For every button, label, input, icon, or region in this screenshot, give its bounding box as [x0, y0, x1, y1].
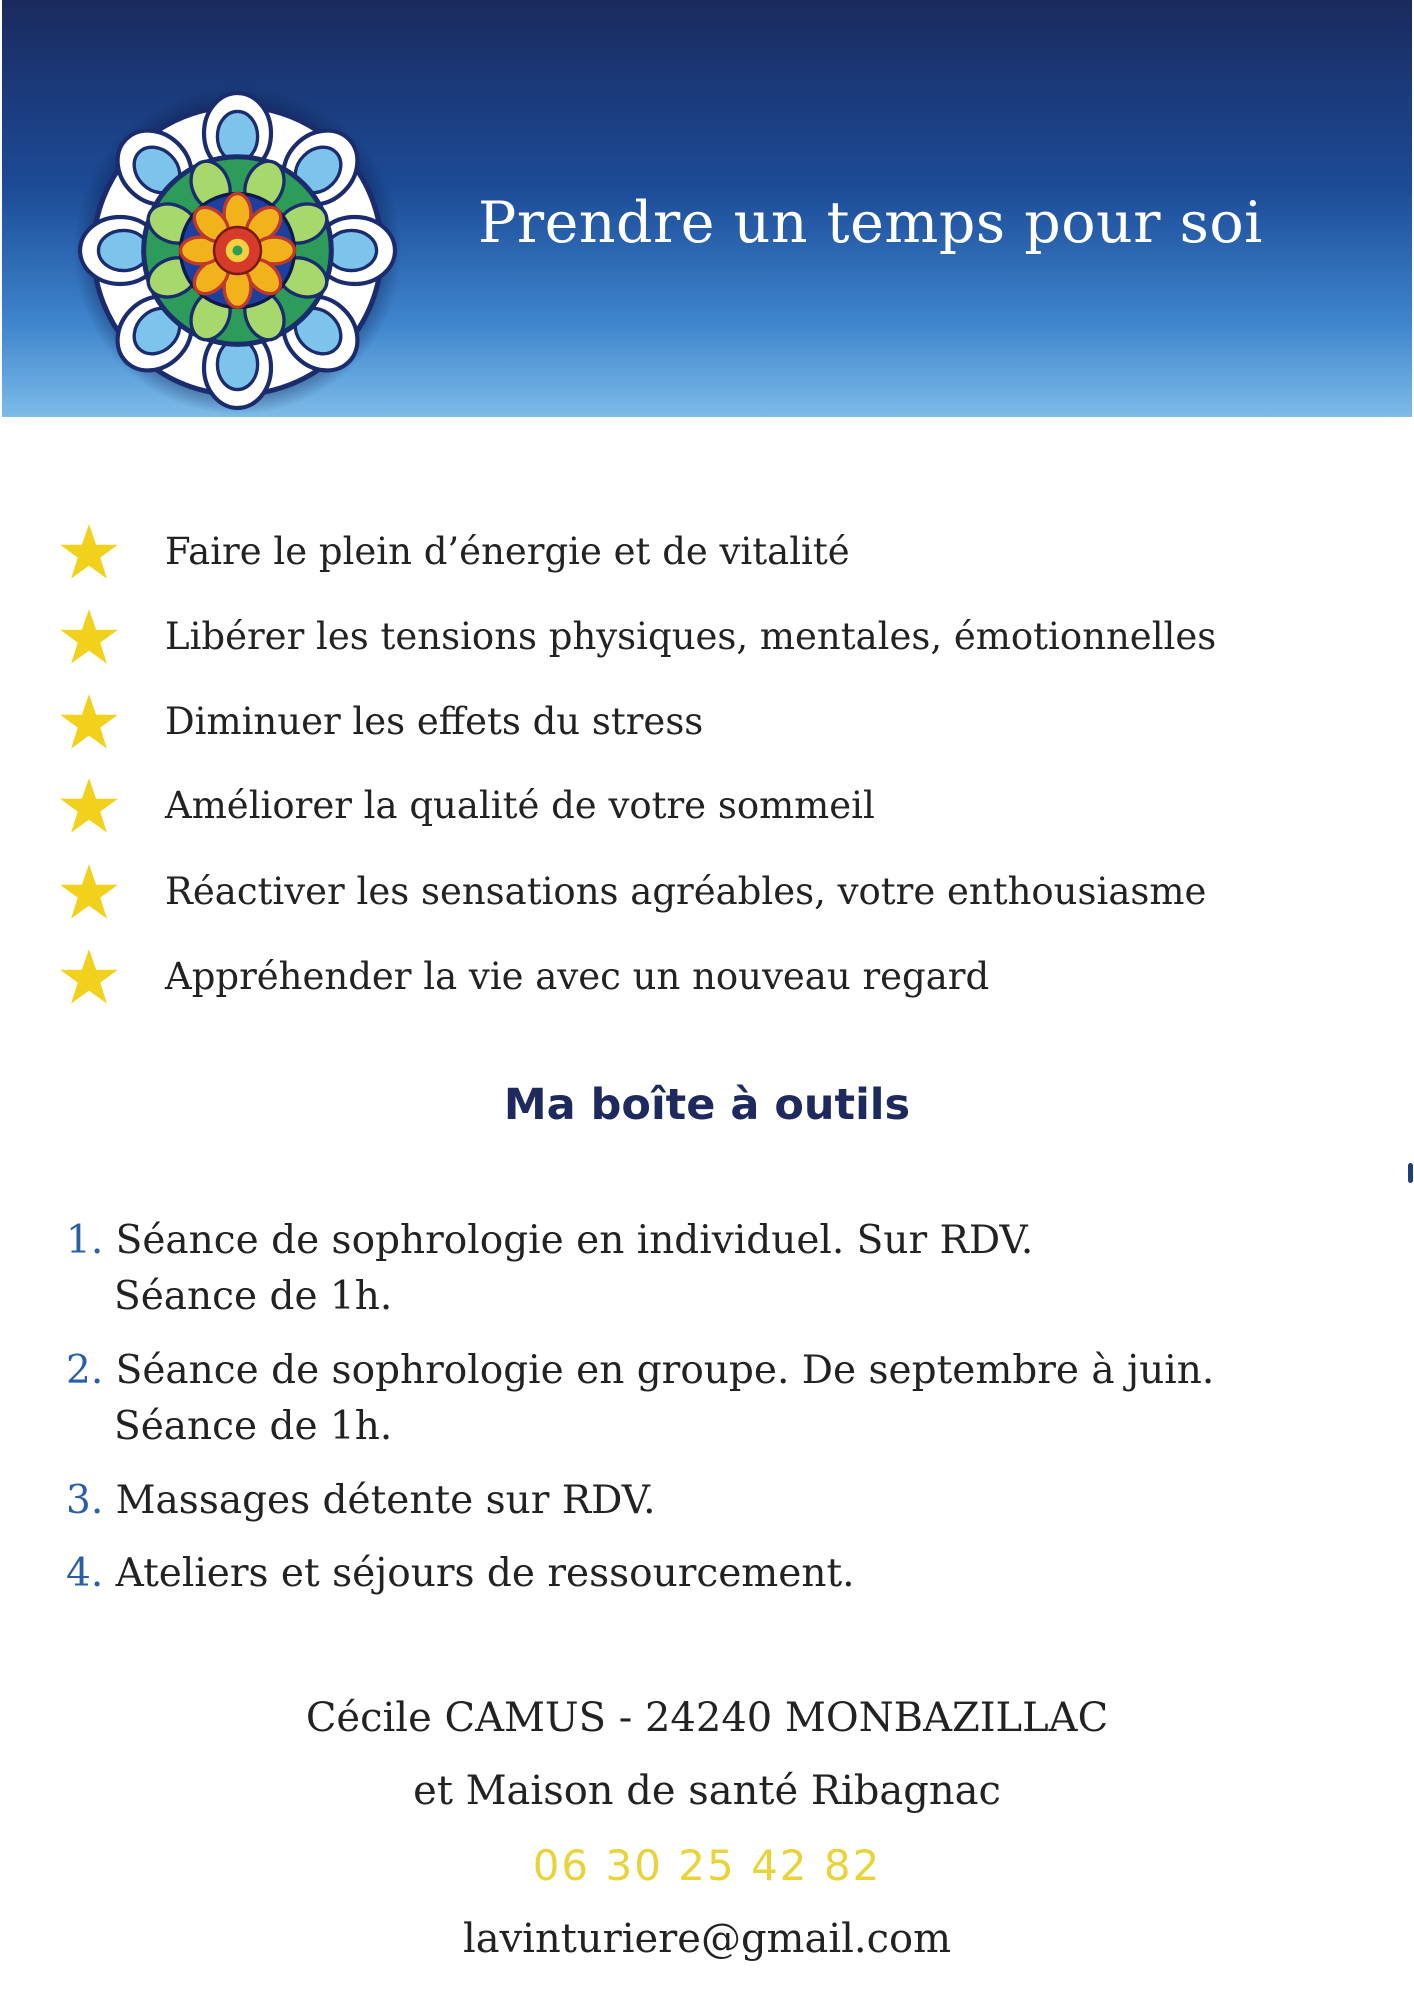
star-icon: [56, 605, 122, 671]
list-item: [66, 1551, 855, 1596]
list-item-number: 4.: [66, 1551, 104, 1596]
list-item-text: Appréhender la vie avec un nouveau regard: [165, 955, 990, 998]
star-icon: [56, 860, 122, 926]
list-item-text: Massages détente sur RDV.: [115, 1478, 656, 1523]
list-item-text: Libérer les tensions physiques, mentales, émotionnelles: [165, 615, 1217, 658]
list-item: [66, 1218, 1033, 1263]
list-item-continuation: Séance de 1h.: [114, 1274, 393, 1319]
list-item: [56, 690, 1356, 760]
list-item-number: 3.: [66, 1478, 104, 1523]
list-item-text: Séance de sophrologie en groupe. De septembre à juin.: [115, 1348, 1215, 1393]
decorative-mark: [1408, 1163, 1413, 1183]
list-item-text: Réactiver les sensations agréables, votre enthousiasme: [165, 870, 1207, 913]
page-title: Prendre un temps pour soi: [478, 190, 1263, 256]
contact-phone[interactable]: 06 30 25 42 82: [532, 1841, 882, 1890]
list-item: [56, 520, 1356, 590]
list-item-text: Diminuer les effets du stress: [165, 700, 704, 743]
star-icon: [56, 520, 122, 586]
star-icon: [56, 945, 122, 1011]
star-icon: [56, 774, 122, 840]
list-item: [56, 605, 1356, 675]
list-item: [66, 1478, 655, 1523]
contact-email[interactable]: lavinturiere@gmail.com: [462, 1916, 952, 1962]
list-item: [56, 860, 1356, 930]
list-item-text: Améliorer la qualité de votre sommeil: [165, 784, 875, 827]
list-item: [56, 945, 1356, 1015]
star-icon: [56, 690, 122, 756]
list-item-number: 1.: [66, 1218, 104, 1263]
list-item: [56, 774, 1356, 844]
list-item-text: Ateliers et séjours de ressourcement.: [115, 1551, 855, 1596]
section-title: Ma boîte à outils: [503, 1080, 911, 1130]
list-item-number: 2.: [66, 1348, 104, 1393]
contact-name: Cécile CAMUS - 24240 MONBAZILLAC: [305, 1695, 1109, 1741]
mandala-icon: [70, 83, 405, 418]
list-item-text: Faire le plein d’énergie et de vitalité: [165, 530, 850, 573]
contact-location: et Maison de santé Ribagnac: [413, 1768, 1001, 1814]
list-item-text: Séance de sophrologie en individuel. Sur RDV.: [115, 1218, 1034, 1263]
list-item-continuation: Séance de 1h.: [114, 1404, 393, 1449]
list-item: [66, 1348, 1214, 1393]
